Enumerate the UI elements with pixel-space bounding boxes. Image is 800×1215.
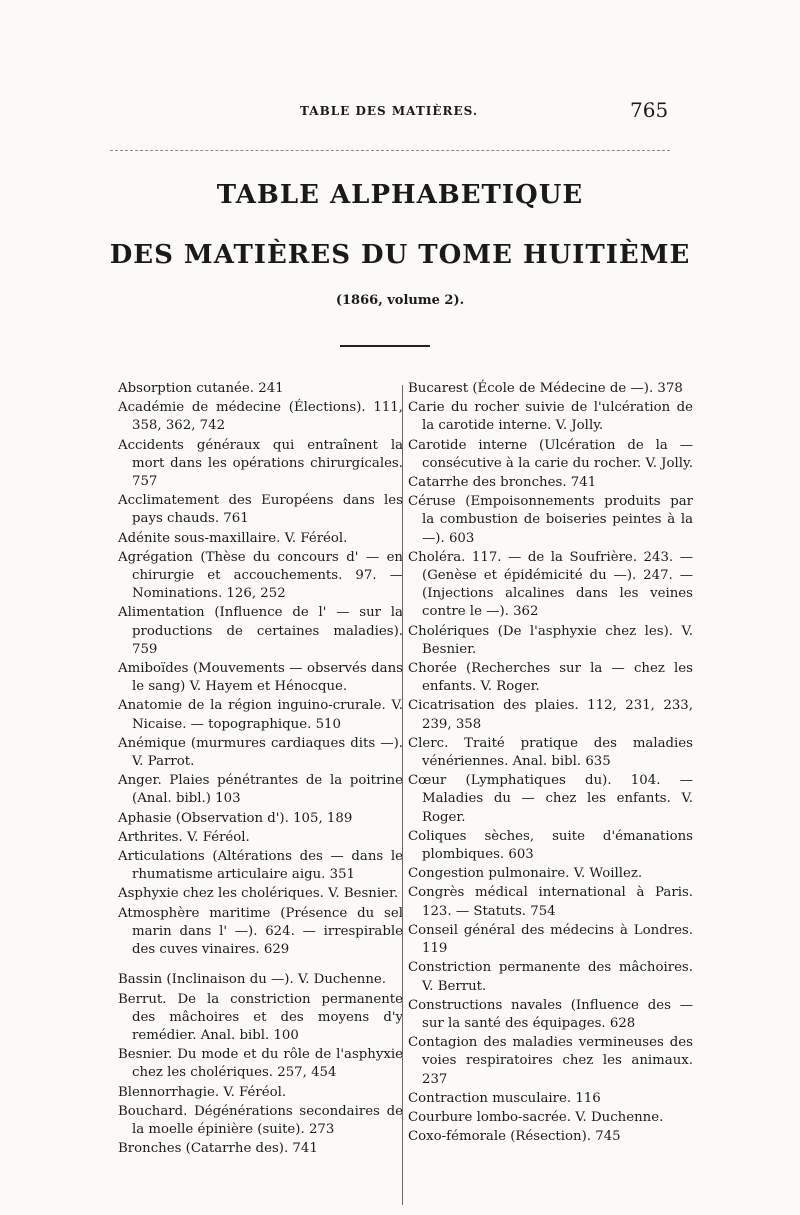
index-entry: Clerc. Traité pratique des maladies vénériennes. Anal. bibl. 635	[408, 735, 693, 770]
running-title: TABLE DES MATIÈRES.	[300, 104, 479, 118]
column-divider	[402, 385, 403, 1205]
index-entry: Cholériques (De l'asphyxie chez les). V. Besnier.	[408, 623, 693, 657]
page-number: 765	[630, 98, 669, 122]
index-entry: Agrégation (Thèse du concours d' — en chirurgie et accouchements. 97. — Nominations. 126, 252	[118, 549, 403, 602]
index-entry: Courbure lombo-sacrée. V. Duchenne.	[408, 1109, 664, 1125]
index-entry: Besnier. Du mode et du rôle de l'asphyxie chez les cholériques. 257, 454	[118, 1047, 403, 1081]
index-entry: Coxo-fémorale (Résection). 745	[408, 1129, 621, 1145]
index-entry: Conseil général des médecins à Londres. 119	[408, 922, 693, 957]
index-entry: Accidents généraux qui entraînent la mort dans les opérations chirurgicales. 757	[118, 437, 403, 490]
index-entry: Alimentation (Influence de l' — sur la productions de certaines maladies). 759	[118, 605, 403, 657]
index-entry: Coliques sèches, suite d'émanations plombiques. 603	[408, 828, 693, 863]
index-entry: Asphyxie chez les cholériques. V. Besnier.	[118, 886, 399, 902]
page-title: TABLE ALPHABETIQUE	[216, 180, 584, 210]
index-entry: Berrut. De la constriction permanente des mâchoires et des moyens d'y remédier. Anal. bibl. 100	[118, 991, 403, 1043]
page-title-line2: DES MATIÈRES DU TOME HUITIÈME	[109, 240, 691, 270]
index-entry: Contagion des maladies vermineuses des voies respiratoires chez les animaux. 237	[408, 1035, 693, 1087]
index-entry: Constriction permanente des mâchoires. V. Berrut.	[408, 960, 693, 994]
index-entry: Bucarest (École de Médecine de —). 378	[408, 381, 683, 396]
index-entry: Aphasie (Observation d'). 105, 189	[118, 810, 353, 826]
title-rule	[340, 345, 430, 347]
index-entry: Catarrhe des bronches. 741	[408, 475, 597, 491]
index-entry: Bronches (Catarrhe des). 741	[118, 1141, 318, 1157]
index-entry: Contraction musculaire. 116	[408, 1090, 601, 1106]
index-entry: Absorption cutanée. 241	[118, 381, 284, 396]
index-entry: Carotide interne (Ulcération de la — consécutive à la carie du rocher. V. Jolly.	[408, 437, 694, 471]
index-entry: Anger. Plaies pénétrantes de la poitrine (Anal. bibl.) 103	[118, 773, 403, 807]
index-column-left	[118, 380, 403, 1159]
index-entry: Académie de médecine (Élections). 111, 358, 362, 742	[118, 400, 403, 434]
index-entry: Cœur (Lymphatiques du). 104. — Maladies du — chez les enfants. V. Roger.	[408, 773, 693, 825]
index-entry: Amiboïdes (Mouvements — observés dans le sang) V. Hayem et Hénocque.	[118, 661, 403, 695]
index-entry: Articulations (Altérations des — dans le rhumatisme articulaire aigu. 351	[118, 849, 403, 883]
index-entry: Blennorrhagie. V. Féréol.	[118, 1084, 287, 1100]
index-entry: Carie du rocher suivie de l'ulcération de la carotide interne. V. Jolly.	[408, 400, 693, 434]
index-entry: Chorée (Recherches sur la — chez les enfants. V. Roger.	[408, 661, 693, 695]
index-entry: Choléra. 117. — de la Soufrière. 243. — (Genèse et épidémicité du —). 247. — (Injections alcalines dans les veines contre le —). 362	[408, 549, 693, 620]
index-entry: Atmosphère maritime (Présence du sel marin dans l' —). 624. — irrespirable des cuves vinaires. 629	[118, 905, 403, 958]
index-entry: Céruse (Empoisonnements produits par la combustion de boiseries peintes à la —). 603	[408, 494, 693, 546]
index-column-right	[408, 380, 693, 1147]
index-entry: Adénite sous-maxillaire. V. Féréol.	[118, 530, 348, 546]
index-entry: Acclimatement des Européens dans les pays chauds. 761	[118, 493, 403, 527]
index-entry: Bouchard. Dégénérations secondaires de la moelle épinière (suite). 273	[118, 1103, 403, 1137]
index-entry: Bassin (Inclinaison du —). V. Duchenne.	[118, 972, 387, 988]
index-entry: Anémique (murmures cardiaques dits —). V. Parrot.	[118, 735, 403, 770]
volume-subtitle: (1866, volume 2).	[335, 293, 465, 308]
index-entry: Anatomie de la région inguino-crurale. V. Nicaise. — topographique. 510	[118, 698, 403, 732]
top-rule	[110, 150, 670, 151]
index-entry: Constructions navales (Influence des — sur la santé des équipages. 628	[408, 997, 693, 1031]
index-entry: Congestion pulmonaire. V. Woillez.	[408, 866, 643, 882]
index-entry: Arthrites. V. Féréol.	[118, 829, 250, 845]
index-entry: Cicatrisation des plaies. 112, 231, 233, 239, 358	[408, 698, 693, 732]
index-entry: Congrès médical international à Paris. 123. — Statuts. 754	[408, 885, 693, 919]
